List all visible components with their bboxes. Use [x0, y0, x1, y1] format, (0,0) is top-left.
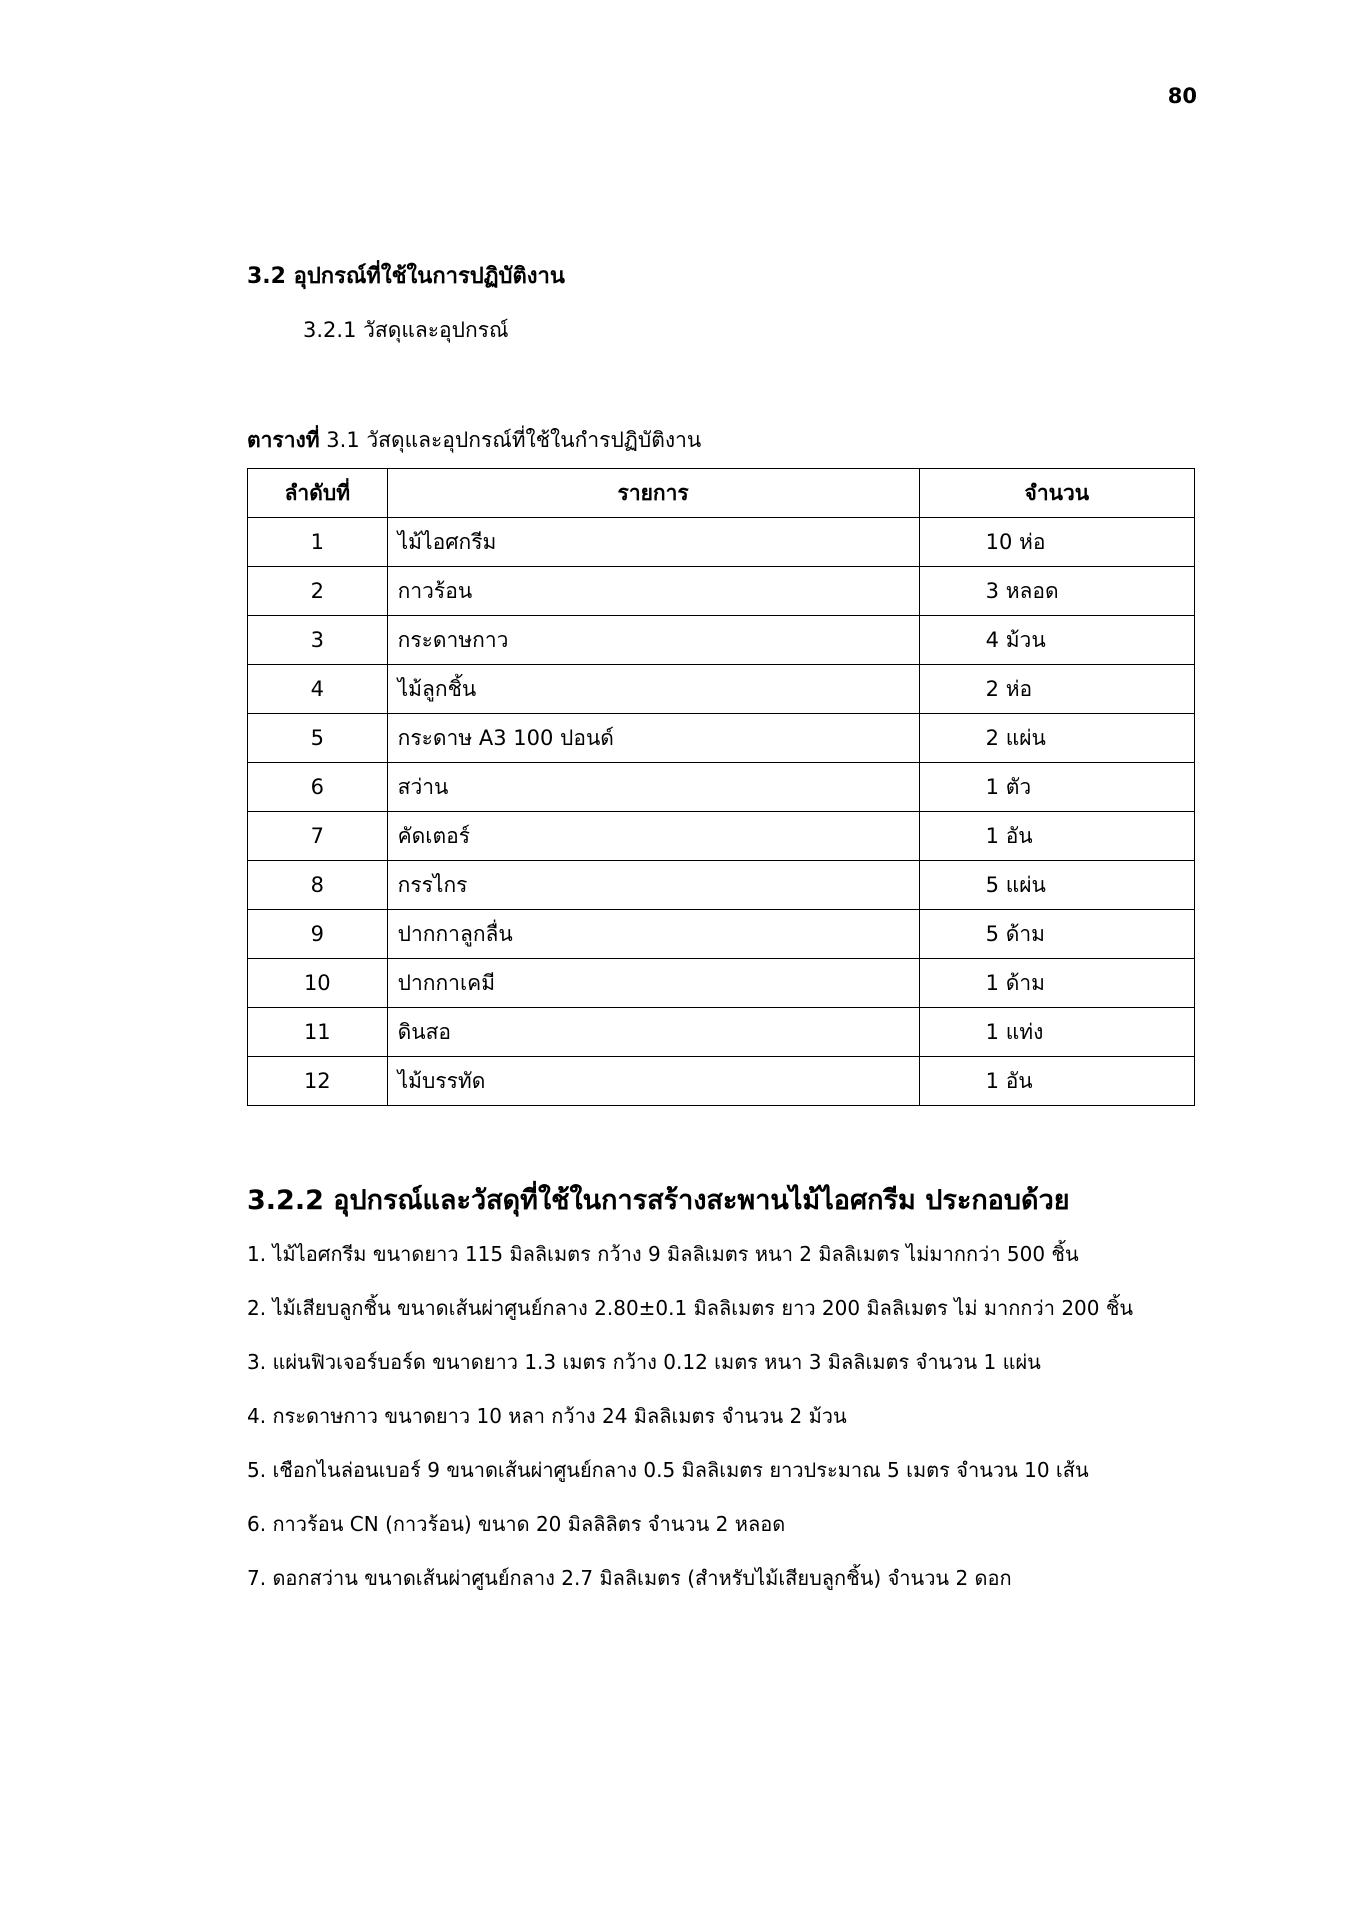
cell-no: 8	[248, 861, 388, 910]
subsection-heading: 3.2.1 วัสดุและอุปกรณ์	[303, 318, 509, 342]
list-item: 5. เชือกไนล่อนเบอร์ 9 ขนาดเส้นผ่าศูนย์กลาง 0.5 มิลลิเมตร ยาวประมาณ 5 เมตร จำนวน 10 เส้น	[247, 1458, 1089, 1482]
cell-qty: 2 แผ่น	[919, 714, 1194, 763]
cell-no: 5	[248, 714, 388, 763]
table-row	[248, 763, 1195, 812]
cell-no: 11	[248, 1008, 388, 1057]
table-caption-label: ตารางที่	[247, 428, 320, 452]
table-row	[248, 714, 1195, 763]
cell-item: ไม้ไอศกรีม	[387, 518, 919, 567]
table-caption-text: 3.1 วัสดุและอุปกรณ์ที่ใช้ในกำรปฏิบัติงาน	[319, 428, 702, 452]
cell-item: ปากกาลูกลื่น	[387, 910, 919, 959]
cell-item: คัดเตอร์	[387, 812, 919, 861]
cell-no: 7	[248, 812, 388, 861]
cell-qty: 1 อัน	[919, 812, 1194, 861]
table-row	[248, 518, 1195, 567]
cell-qty: 5 ด้าม	[919, 910, 1194, 959]
table-row	[248, 1008, 1195, 1057]
cell-item: ดินสอ	[387, 1008, 919, 1057]
cell-qty: 3 หลอด	[919, 567, 1194, 616]
cell-qty: 4 ม้วน	[919, 616, 1194, 665]
list-item: 3. แผ่นฟิวเจอร์บอร์ด ขนาดยาว 1.3 เมตร กว้าง 0.12 เมตร หนา 3 มิลลิเมตร จำนวน 1 แผ่น	[247, 1350, 1041, 1374]
table-row	[248, 567, 1195, 616]
cell-no: 2	[248, 567, 388, 616]
table-row	[248, 665, 1195, 714]
cell-item: กาวร้อน	[387, 567, 919, 616]
list-item: 4. กระดาษกาว ขนาดยาว 10 หลา กว้าง 24 มิลลิเมตร จำนวน 2 ม้วน	[247, 1404, 847, 1428]
cell-no: 12	[248, 1057, 388, 1106]
cell-qty: 5 แผ่น	[919, 861, 1194, 910]
page-number: 80	[1167, 84, 1197, 108]
table-row	[248, 861, 1195, 910]
cell-no: 4	[248, 665, 388, 714]
table-row	[248, 910, 1195, 959]
cell-qty: 1 แท่ง	[919, 1008, 1194, 1057]
cell-qty: 10 ห่อ	[919, 518, 1194, 567]
cell-qty: 1 ตัว	[919, 763, 1194, 812]
list-item: 7. ดอกสว่าน ขนาดเส้นผ่าศูนย์กลาง 2.7 มิลลิเมตร (สำหรับไม้เสียบลูกชิ้น) จำนวน 2 ดอก	[247, 1566, 1012, 1590]
cell-item: กระดาษ A3 100 ปอนด์	[387, 714, 919, 763]
table-row	[248, 1057, 1195, 1106]
table-caption	[247, 424, 701, 457]
materials-table	[247, 468, 1195, 1106]
cell-item: ปากกาเคมี	[387, 959, 919, 1008]
equipment-heading: 3.2.2 อุปกรณ์และวัสดุที่ใช้ในการสร้างสะพานไม้ไอศกรีม ประกอบด้วย	[247, 1185, 1070, 1216]
cell-item: ไม้บรรทัด	[387, 1057, 919, 1106]
cell-no: 10	[248, 959, 388, 1008]
header-item: รายการ	[387, 469, 919, 518]
cell-no: 1	[248, 518, 388, 567]
equipment-section	[247, 1178, 1207, 1615]
cell-qty: 1 ด้าม	[919, 959, 1194, 1008]
cell-no: 3	[248, 616, 388, 665]
list-item: 6. กาวร้อน CN (กาวร้อน) ขนาด 20 มิลลิลิตร จำนวน 2 หลอด	[247, 1512, 786, 1536]
cell-item: สว่าน	[387, 763, 919, 812]
table-header-row	[248, 469, 1195, 518]
cell-no: 6	[248, 763, 388, 812]
list-item: 2. ไม้เสียบลูกชิ้น ขนาดเส้นผ่าศูนย์กลาง 2.80±0.1 มิลลิเมตร ยาว 200 มิลลิเมตร ไม่ มากกว่า 200 ชิ้น	[247, 1296, 1134, 1320]
cell-item: กรรไกร	[387, 861, 919, 910]
cell-item: กระดาษกาว	[387, 616, 919, 665]
table-row	[248, 616, 1195, 665]
table-row	[248, 812, 1195, 861]
table-row	[248, 959, 1195, 1008]
cell-item: ไม้ลูกชิ้น	[387, 665, 919, 714]
cell-qty: 1 อัน	[919, 1057, 1194, 1106]
cell-qty: 2 ห่อ	[919, 665, 1194, 714]
cell-no: 9	[248, 910, 388, 959]
header-qty: จำนวน	[919, 469, 1194, 518]
section-heading: 3.2 อุปกรณ์ที่ใช้ในการปฏิบัติงาน	[247, 264, 565, 289]
header-no: ลำดับที่	[248, 469, 388, 518]
list-item: 1. ไม้ไอศกรีม ขนาดยาว 115 มิลลิเมตร กว้าง 9 มิลลิเมตร หนา 2 มิลลิเมตร ไม่มากกว่า 500 ชิ้น	[247, 1242, 1079, 1266]
